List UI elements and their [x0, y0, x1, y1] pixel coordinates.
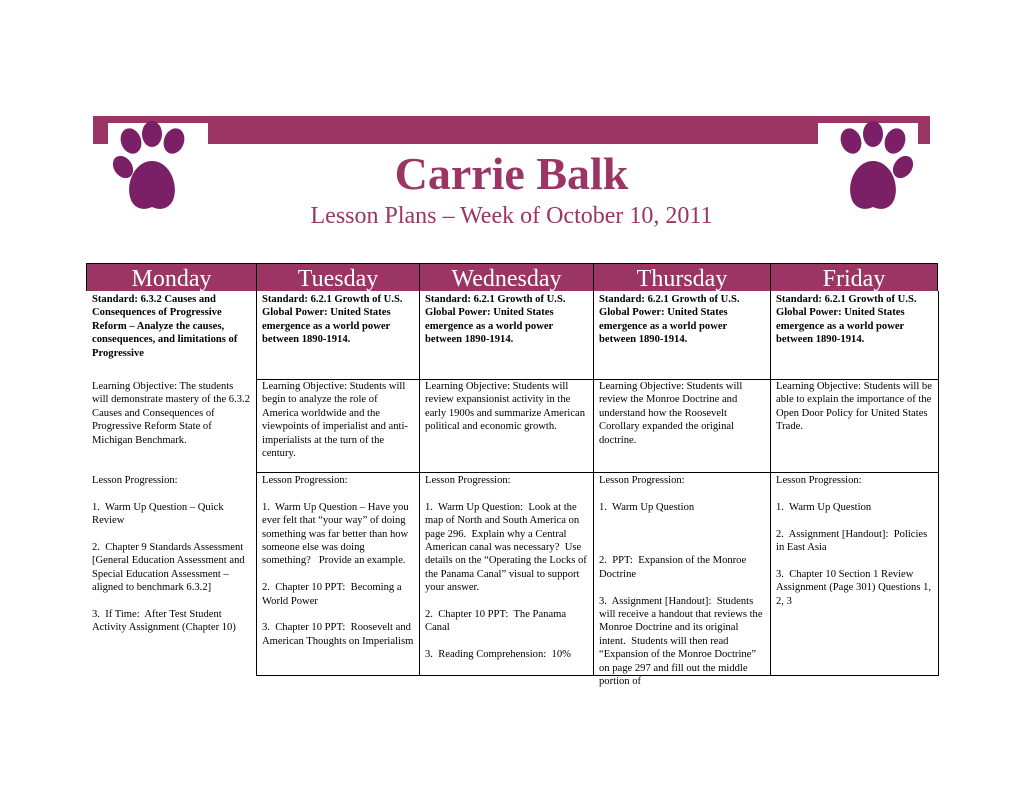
grid-line: [593, 291, 594, 676]
day-header-wednesday: Wednesday: [419, 263, 593, 291]
thursday-objective: Learning Objective: Students will review the Monroe Doctrine and understand how the Roosevelt Corollary expanded the original doctrine.: [599, 381, 743, 446]
tuesday-standard: Standard: 6.2.1 Growth of U.S. Global Power: United States emergence as a world power between 1890-1914.: [262, 294, 403, 346]
friday-standard: Standard: 6.2.1 Growth of U.S. Global Power: United States emergence as a world power between 1890-1914.: [776, 294, 917, 346]
teacher-name: Carrie Balk: [394, 148, 629, 199]
wednesday-standard: Standard: 6.2.1 Growth of U.S. Global Power: United States emergence as a world power between 1890-1914.: [425, 294, 566, 346]
wednesday-objective: Learning Objective: Students will review expansionist activity in the early 1900s and summarize American political and economic growth.: [425, 381, 586, 433]
day-header-thursday: Thursday: [593, 263, 770, 291]
monday-progression: Lesson Progression: 1. Warm Up Question – Quick Review 2. Chapter 9 Standards Assessment [General Education Assessment and Special Education Assessment – aligned to benchmark 6.3.2] 3. If Time: After Test Student Activity Assignment (Chapter 10): [92, 475, 245, 634]
wednesday-progression: Lesson Progression: 1. Warm Up Question: Look at the map of North and South America on page 296. Explain why a Central American canal was necessary? Use details on the “Operating the Locks of the Panama Canal” visual to support your answer. 2. Chapter 10 PPT: The Panama Canal 3. Reading Comprehension: 10%: [425, 475, 587, 661]
thursday-progression: Lesson Progression: 1. Warm Up Question 2. PPT: Expansion of the Monroe Doctrine 3. Assignment [Handout]: Students will receive a handout that reviews the Monroe Doctrine and its original intent. Students will then read “Expansion of the Monroe Doctrine” on page 297 and fill out the middle portion of: [599, 475, 763, 688]
grid-line: [256, 675, 939, 676]
monday-objective: Learning Objective: The students will demonstrate mastery of the 6.3.2 Causes and Consequences of Progressive Reform State of Michigan Benchmark.: [92, 381, 250, 446]
day-header-tuesday: Tuesday: [256, 263, 419, 291]
day-header-friday: Friday: [770, 263, 938, 291]
grid-line: [256, 472, 939, 473]
grid-line: [256, 291, 257, 676]
header-band: [93, 116, 930, 144]
thursday-standard: Standard: 6.2.1 Growth of U.S. Global Power: United States emergence as a world power between 1890-1914.: [599, 294, 740, 346]
friday-progression: Lesson Progression: 1. Warm Up Question 2. Assignment [Handout]: Policies in East Asia 3. Chapter 10 Section 1 Review Assignment (Page 301) Questions 1, 2, 3: [776, 475, 932, 607]
monday-standard: Standard: 6.3.2 Causes and Consequences of Progressive Reform – Analyze the causes, consequences, and limitations of Progressive: [92, 294, 238, 359]
page-subtitle: Lesson Plans – Week of October 10, 2011: [310, 203, 713, 229]
friday-objective: Learning Objective: Students will be able to explain the importance of the Open Door Policy for United States Trade.: [776, 381, 932, 433]
grid-line: [770, 291, 771, 676]
tuesday-progression: Lesson Progression: 1. Warm Up Question – Have you ever felt that “your way” of doing something was far better than how someone else was doing something? Provide an example. 2. Chapter 10 PPT: Becoming a World Power 3. Chapter 10 PPT: Roosevelt and American Thoughts on Imperialism: [262, 475, 414, 647]
day-header-monday: Monday: [86, 263, 256, 291]
tuesday-objective: Learning Objective: Students will begin to analyze the role of America worldwide and the viewpoints of imperialist and anti-imperialists at the turn of the century.: [262, 381, 408, 460]
grid-line: [419, 291, 420, 676]
grid-line: [938, 291, 939, 676]
